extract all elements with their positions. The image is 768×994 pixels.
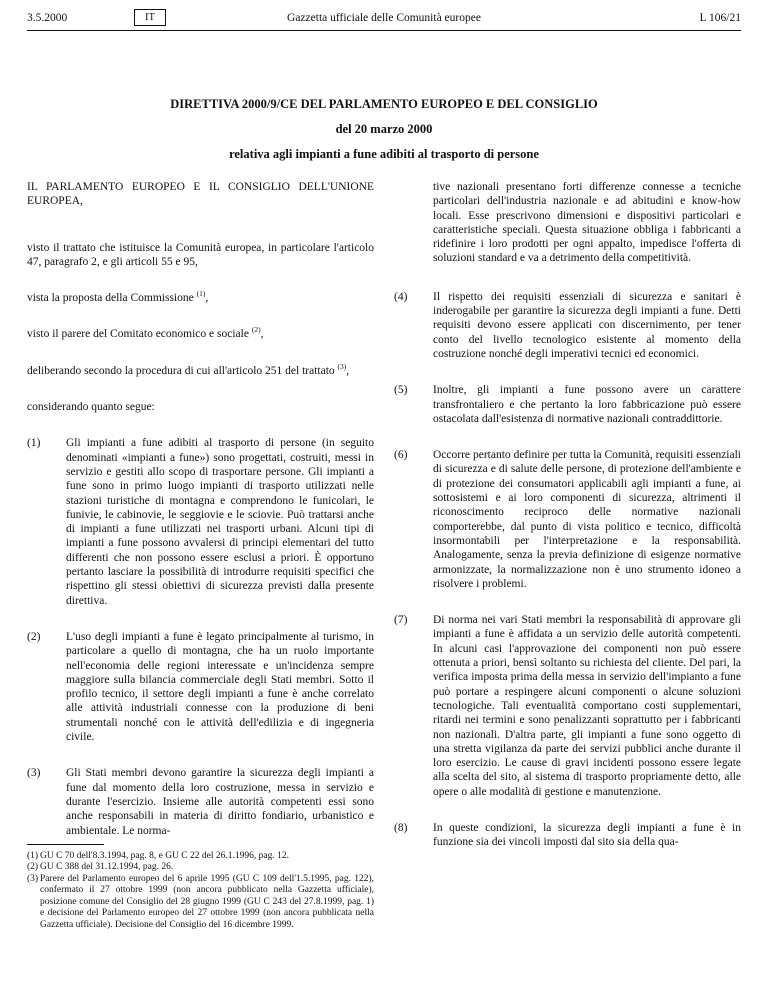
visto-proposta: vista la proposta della Commissione $^{(1)}$, (27, 289, 209, 305)
recital-number: (7) (394, 614, 408, 627)
deliberando: deliberando secondo la procedura di cui all'articolo 251 del trattato $^{(3)}$, (27, 361, 350, 377)
recital-text: Gli Stati membri devono garantire la sicurezza degli impianti a fune dal momento della loro costruzione, messa in servizio e durante l'esercizio. Insieme alle autorità competenti essi sono anche responsabili in materia di diritto fondiario, urbanistico e ambientale. Le norma- (66, 767, 374, 837)
page-reference: L 106/21 (699, 12, 741, 24)
visto-trattato: visto il trattato che istituisce la Comunità europea, in particolare l'articolo 47, paragrafo 2, e gli articoli 55 e 95, (27, 241, 374, 268)
recital-5 (394, 383, 741, 426)
recital-2 (27, 630, 374, 744)
footnote-ref: (1) (196, 289, 206, 299)
directive-title: DIRETTIVA 2000/9/CE DEL PARLAMENTO EUROPEO E DEL CONSIGLIO (170, 97, 598, 111)
footnote-ref: (3) (337, 361, 347, 371)
language-box: IT (134, 9, 166, 26)
footnote-mark: (2) (27, 862, 39, 873)
recital-number: (1) (27, 437, 41, 450)
recital-text: Di norma nei vari Stati membri la responsabilità di approvare gli impianti a fune è affidata a un servizio delle autorità competenti. In alcuni casi l'approvazione dei componenti non può essere ottenuta a priori, bensì soltanto su richiesta del cliente. Del pari, la verifica imposta prima della messa in servizio dell'impianto a fune può portare a respingere alcuni componenti o alcune soluzioni tecnologiche. Tali eventualità comportano costi supplementari, ritardi nei termini e sono penalizzanti soprattutto per i fabbricanti non nazionali. D'altra parte, gli impianti a fune sono oggetto di una stretta vigilanza da parte dei servizi pubblici anche durante il loro esercizio. Le cause di gravi incidenti possono essere legate alla scelta del sito, al sistema di trasporto propriamente detto, alle opere o alle modalità di gestione e manutenzione. (433, 614, 741, 798)
recital-number: (8) (394, 821, 408, 834)
journal-title: Gazzetta ufficiale delle Comunità europee (287, 12, 481, 24)
footnote-text: GU C 388 del 31.12.1994, pag. 26. (40, 862, 174, 873)
header-date: 3.5.2000 (27, 12, 68, 24)
recital-text: Inoltre, gli impianti a fune possono avere un carattere transfrontaliero e che pertanto la loro fabbricazione può essere ostacolata dall'esistenza di normative nazionali contraddittorie. (433, 384, 741, 425)
recital-number: (3) (27, 767, 41, 780)
recital-8 (394, 821, 741, 850)
visto-parere: visto il parere del Comitato economico e sociale $^{(2)}$, (27, 325, 264, 341)
footnote-mark: (3) (27, 873, 39, 884)
directive-subject: relativa agli impianti a fune adibiti al trasporto di persone (229, 147, 539, 161)
footnote-text: Parere del Parlamento europeo del 6 aprile 1995 (GU C 109 dell'1.5.1995, pag. 122), confermato il 27 ottobre 1999 (non ancora pubblicato nella Gazzetta ufficiale), posizione comune del Consiglio del 28 giugno 1999 (GU C 243 del 27.8.1999, pag. 1) e decisione del Parlamento europeo del 27 ottobre 1999 (non ancora pubblicata nella Gazzetta ufficiale). Decisione del Consiglio del 16 dicembre 1999. (40, 873, 374, 930)
footnote-1 (27, 851, 374, 863)
recital-7 (394, 613, 741, 799)
footnote-rule (27, 844, 104, 845)
recital-text: Il rispetto dei requisiti essenziali di sicurezza e sanitari è inderogabile per garantire la sicurezza degli impianti a fune. Detti requisiti devono essere applicati con discernimento, per tener conto del livello tecnologico esistente al momento della costruzione nonché degli imperativi tecnici ed economici. (433, 290, 741, 360)
document-title-block (0, 97, 768, 172)
recital-3 (27, 766, 374, 837)
recital-3-continued (394, 180, 741, 266)
recital-number: (2) (27, 630, 41, 643)
recital-number: (5) (394, 384, 408, 397)
recital-1 (27, 436, 374, 608)
recital-text: Gli impianti a fune adibiti al trasporto di persone (in seguito denominati «impianti a fune») sono progettati, costruiti, messi in servizio e gestiti allo scopo di trasportare persone. Gli impianti a fune sono in primo luogo impianti di trasporto utilizzati nelle stazioni turistiche di montagna e comprendono le funicolari, le funivie, le cabinovie, le seggiovie e le sciovie. Può trattarsi anche di impianti a fune utilizzati nei trasporti urbani. Alcuni tipi di impianti a fune possono avvalersi di principi elementari del tutto differenti che non possono essere esclusi a priori. È opportuno pertanto lasciare la possibilità di introdurre requisiti specifici che rispettino gli stessi obiettivi di sicurezza previsti dalla presente direttiva. (66, 437, 374, 607)
recital-text: tive nazionali presentano forti differenze connesse a tecniche particolari dell'industria nazionale e ad abitudini e know-how locali. Esse prescrivono dimensioni e dispositivi particolari e caratteristiche speciali. Questa situazione obbliga i fabbricanti a ridefinire i loro prodotti per ogni appalto, impedisce l'offerta di soluzioni standard e va a detrimento della competitività. (433, 181, 741, 265)
intro-paragraph: IL PARLAMENTO EUROPEO E IL CONSIGLIO DELL'UNIONE EUROPEA, (27, 181, 374, 208)
header-rule (27, 30, 741, 31)
recital-text: L'uso degli impianti a fune è legato principalmente al turismo, in particolare a quello di montagna, che ha un ruolo importante nell'economia delle regioni interessate e un'incidenza sempre maggiore sulla bilancia commerciale degli Stati membri. Sotto il profilo tecnico, il settore degli impianti a fune è anche correlato alle attività industriali connesse con la produzione di beni strumentali nonché con le attività dell'edilizia e di ingegneria civile. (66, 630, 374, 744)
recital-number: (4) (394, 290, 408, 303)
footnote-2 (27, 862, 374, 874)
recital-4 (394, 290, 741, 361)
recital-text: Occorre pertanto definire per tutta la Comunità, requisiti essenziali di sicurezza e di salute delle persone, di protezione dell'ambiente e di protezione dei consumatori applicabili agli impianti a fune, ai sottosistemi e ai loro componenti di sicurezza, altrimenti il riconoscimento reciproco delle normative nazionali comporterebbe, dal punto di vista politico e tecnico, difficoltà insormontabili per l'interpretazione e la responsabilità. Analogamente, senza la previa definizione di esigenze normative armonizzate, la normalizzazione non è uno strumento idoneo a risolvere i problemi. (433, 449, 741, 590)
left-column (27, 180, 374, 931)
recital-text: In queste condizioni, la sicurezza degli impianti a fune è in funzione sia dei vincoli imposti dal sito sia della qua- (433, 821, 741, 849)
footnote-text: GU C 70 dell'8.3.1994, pag. 8, e GU C 22 del 26.1.1996, pag. 12. (40, 850, 289, 861)
footnote-3 (27, 874, 374, 932)
recital-6 (394, 448, 741, 591)
directive-date: del 20 marzo 2000 (335, 122, 433, 136)
footnote-mark: (1) (27, 850, 39, 861)
considerando: considerando quanto segue: (27, 401, 155, 414)
recital-number: (6) (394, 449, 408, 462)
right-column (394, 180, 741, 872)
footnote-ref: (2) (251, 325, 261, 335)
